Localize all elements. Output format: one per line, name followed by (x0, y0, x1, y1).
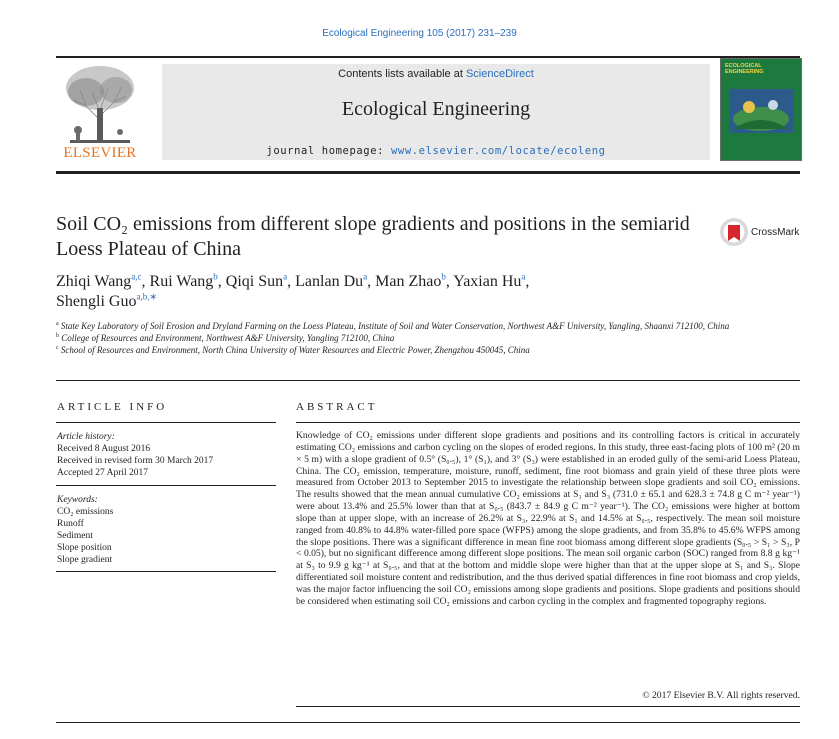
affiliation-item: $^c$ School of Resources and Environment, North China University of Water Resources and Electric Power, Zhengzhou 450045, China (56, 345, 530, 355)
author-affiliation-link[interactable]: a (521, 271, 526, 282)
journal-cover-thumbnail[interactable] (720, 58, 802, 161)
author-name[interactable]: Shengli Guo (56, 293, 137, 310)
keyword-item: CO₂ emissions (57, 507, 114, 517)
author-affiliation-link[interactable]: a (283, 271, 288, 282)
section-divider (56, 380, 800, 381)
keywords-label: Keywords: (57, 495, 98, 505)
author-name[interactable]: Lanlan Du (295, 273, 364, 290)
elsevier-wordmark: ELSEVIER (63, 145, 137, 161)
homepage-line (162, 145, 710, 157)
abstract-text: Knowledge of CO₂ emissions under different slope gradients and positions and its controlling factors is critical in accurately estimating CO₂ emissions and carbon cycling on the slopes of eroded regions. In this study, three east-facing plots of 100 m² (20 m × 5 m) with a slope gradient of 0.5° (S₀.₅), 1° (S₁), and 3° (S₃) were established in an eroded gully of the semi-arid Loess Plateau, China. The CO₂ emission, temperature, moisture, runoff, sediment, fine root biomass and grain yield of these three plots were measured from October 2013 to September 2015 to investigate the relationship between slope gradients and soil CO₂ emissions. The results showed that the mean annual cumulative CO₂ emissions at S₁ and S₃ (731.0 ± 65.1 and 628.3 ± 74.8 g C m⁻² year⁻¹) were about 13.4% and 25.5% lower than that at S₀.₅ (843.7 ± 84.9 g C m⁻² year⁻¹). The CO₂ emissions were higher at bottom slope than at upper slope, with an increase of 26.2% at S₃, 22.9% at S₁ and 14.5% at S₀.₅, respectively. The mean soil moisture ranged from 40.8% to 44.8% water-filled pore space (WFPS) among the slope gradients, and from 35.8% to 45.6% WFPS among the slope positions. There was a significant difference in mean fine root biomass among different slope gradients (S₀.₅ > S₁ > S₃, P < 0.05), but no significant difference among different slope positions. The mean soil organic carbon (SOC) ranged from 8.8 g kg⁻¹ at S₃ to 9.9 g kg⁻¹ at S₀.₅, and that at the bottom and middle slope were higher than that at the upper slope at S₁ and S₃. Slope differentiated soil moisture content and redistribution, and the thus derived spatial differences in fine root biomass and crop yields, was the major factor influencing the soil CO₂ emissions among slope gradients and positions. Slope gradients and positions should be considered when estimating soil CO₂ emissions and carbon cycling in the complex and fragmented topography regions. (296, 430, 800, 607)
contents-prefix: Contents lists available at (338, 68, 466, 80)
cover-illustration (729, 89, 793, 133)
keywords (57, 494, 272, 566)
abstract-rule (296, 422, 800, 423)
homepage-prefix: journal homepage: (266, 145, 391, 157)
author-affiliation-link[interactable]: b (213, 271, 218, 282)
crossmark-label[interactable]: CrossMark (751, 227, 800, 238)
author-affiliation-link[interactable]: a (363, 271, 368, 282)
article-history (57, 431, 272, 479)
masthead-top-rule (56, 56, 800, 58)
author-name[interactable]: Qiqi Sun (225, 273, 284, 290)
keywords-rule (56, 485, 276, 486)
copyright-notice: © 2017 Elsevier B.V. All rights reserved. (642, 690, 800, 701)
sciencedirect-link[interactable]: ScienceDirect (465, 68, 534, 80)
abstract-bottom-rule (296, 706, 800, 707)
author-name[interactable]: Rui Wang (149, 273, 214, 290)
keyword-item: Sediment (57, 531, 93, 541)
author-affiliation-link[interactable]: b (441, 271, 446, 282)
author-name[interactable]: Yaxian Hu (453, 273, 522, 290)
affiliation-list (56, 320, 796, 356)
cover-title: ECOLOGICAL ENGINEERING (725, 63, 764, 75)
article-info-heading: ARTICLE INFO (57, 401, 168, 413)
journal-homepage-link[interactable]: www.elsevier.com/locate/ecoleng (391, 145, 606, 157)
contents-line (162, 68, 710, 80)
keyword-item: Slope gradient (57, 555, 113, 565)
author-affiliation-link[interactable]: a,b,∗ (136, 291, 157, 302)
affiliation-item: $^a$ State Key Laboratory of Soil Erosion and Dryland Farming on the Loess Plateau, Institute of Soil and Water Conservation, Northwest A&F University, Yangling, Shaanxi 712100, China (56, 321, 730, 331)
journal-title: Ecological Engineering (341, 98, 531, 120)
history-item: Received 8 August 2016 (57, 444, 151, 454)
article-history-label: Article history: (57, 432, 115, 442)
history-item: Accepted 27 April 2017 (57, 468, 149, 478)
paper-title: Soil CO₂ emissions from different slope gradients and positions in the semiarid Loess Plateau of China (56, 213, 690, 260)
article-info-rule (56, 422, 276, 423)
author-name[interactable]: Man Zhao (375, 273, 442, 290)
author-affiliation-link[interactable]: a,c (131, 271, 142, 282)
author-list: Zhiqi Wang$^{a,c}$, Rui Wang$^b$, Qiqi Sun$^a$, Lanlan Du$^a$, Man Zhao$^b$, Yaxian Hu$^a$, Shengli Guo$^{a,b,∗}$ (56, 271, 530, 310)
journal-reference[interactable]: Ecological Engineering 105 (2017) 231–239 (322, 28, 517, 39)
keyword-item: Runoff (57, 519, 84, 529)
page-bottom-rule (56, 722, 800, 723)
keyword-item: Slope position (57, 543, 112, 553)
abstract-heading: ABSTRACT (296, 401, 378, 413)
history-item: Received in revised form 30 March 2017 (57, 456, 214, 466)
article-info-bottom-rule (56, 571, 276, 572)
author-name[interactable]: Zhiqi Wang (56, 273, 132, 290)
affiliation-item: $^b$ College of Resources and Environment, Northwest A&F University, Yangling 712100, China (56, 333, 395, 343)
masthead-bottom-rule (56, 171, 800, 174)
